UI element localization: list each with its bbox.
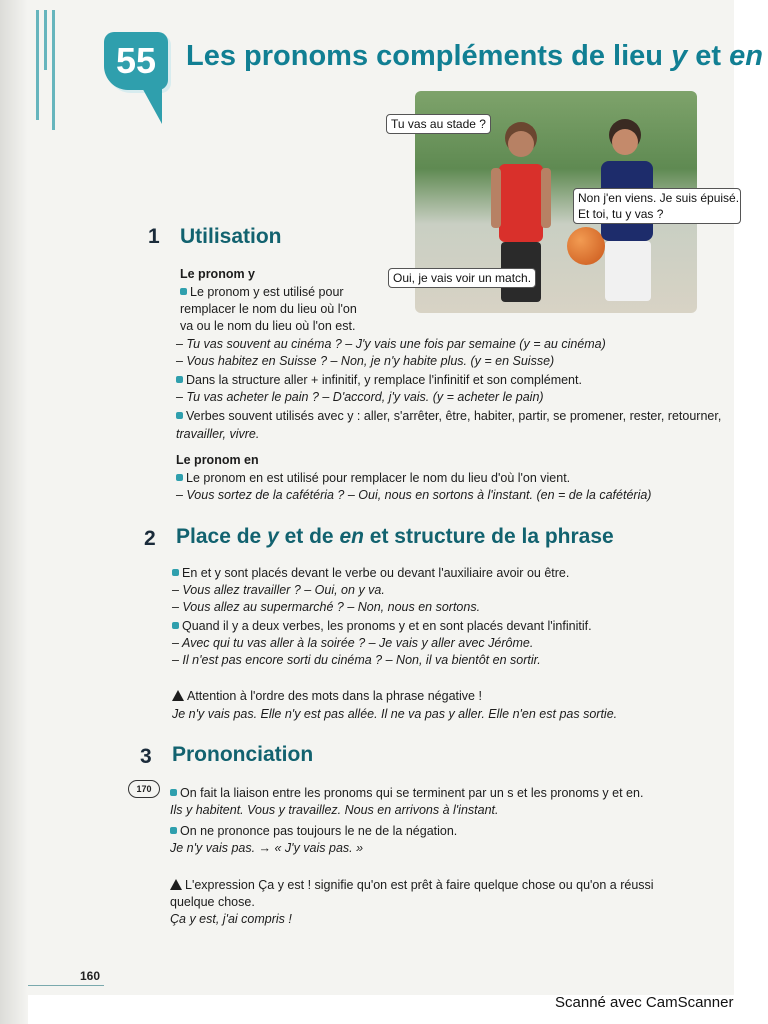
text-line: remplacer le nom du lieu où l'on bbox=[180, 302, 357, 316]
bullet-icon bbox=[170, 789, 177, 796]
expression-note: L'expression Ça y est ! signifie qu'on est prêt à faire quelque chose ou qu'on a réussi bbox=[170, 877, 654, 893]
bullet-icon bbox=[172, 569, 179, 576]
text-line: Verbes souvent utilisés avec y : aller, s'arrêter, être, habiter, partir, se promener, rester, retourner, bbox=[176, 408, 728, 424]
section-2-title: Place de y et de en et structure de la phrase bbox=[176, 525, 614, 548]
example-line: Je n'y vais pas. → « J'y vais pas. » bbox=[170, 841, 364, 855]
example-line: – Vous allez travailler ? – Oui, on y va. bbox=[172, 583, 385, 597]
unit-number: 55 bbox=[115, 40, 157, 81]
decorative-stripes bbox=[32, 10, 72, 130]
bullet-icon bbox=[172, 622, 179, 629]
text-line: On fait la liaison entre les pronoms qui se terminent par un s et les pronoms y et en. bbox=[170, 785, 643, 801]
text-line: Quand il y a deux verbes, les pronoms y et en sont placés devant l'infinitif. bbox=[172, 618, 592, 634]
warning-icon bbox=[172, 690, 184, 701]
section-1-title: Utilisation bbox=[180, 225, 282, 248]
section-2-number: 2 bbox=[144, 527, 156, 550]
example-line: – Tu vas acheter le pain ? – D'accord, j'y vais. (y = acheter le pain) bbox=[176, 390, 544, 404]
badge-tail bbox=[140, 84, 162, 124]
text-line: Le pronom en est utilisé pour remplacer le nom du lieu d'où l'on vient. bbox=[176, 470, 570, 486]
text-line: En et y sont placés devant le verbe ou devant l'auxiliaire avoir ou être. bbox=[172, 565, 569, 581]
text-line: On ne prononce pas toujours le ne de la négation. bbox=[170, 823, 457, 839]
bullet-icon bbox=[176, 474, 183, 481]
expression-note-cont: quelque chose. bbox=[170, 895, 255, 909]
bullet-icon bbox=[180, 288, 187, 295]
section-3-number: 3 bbox=[140, 745, 152, 768]
example-line: – Tu vas souvent au cinéma ? – J'y vais une fois par semaine (y = au cinéma) bbox=[176, 337, 606, 351]
bullet-icon bbox=[176, 412, 183, 419]
example-line: Ils y habitent. Vous y travaillez. Nous en arrivons à l'instant. bbox=[170, 803, 499, 817]
warning-icon bbox=[170, 879, 182, 890]
page-binding-shadow bbox=[0, 0, 28, 1024]
example-line: – Avec qui tu vas aller à la soirée ? – Je vais y aller avec Jérôme. bbox=[172, 636, 534, 650]
section-3-title: Prononciation bbox=[172, 743, 314, 766]
bullet-icon bbox=[170, 827, 177, 834]
bullet-icon bbox=[176, 376, 183, 383]
subheading-pronom-y: Le pronom y bbox=[180, 267, 256, 281]
text-line: Le pronom y est utilisé pour bbox=[180, 284, 344, 300]
speech-bubble-top: Tu vas au stade ? bbox=[386, 114, 491, 134]
text-line: Dans la structure aller + infinitif, y remplace l'infinitif et son complément. bbox=[176, 372, 582, 388]
speech-bubble-right: Non j'en viens. Je suis épuisé. Et toi, tu y vas ? bbox=[573, 188, 741, 224]
page-number-rule bbox=[28, 985, 104, 986]
text-line: va ou le nom du lieu où l'on est. bbox=[180, 319, 356, 333]
example-line: – Il n'est pas encore sorti du cinéma ? – Non, il va bientôt en sortir. bbox=[172, 653, 541, 667]
example-line: – Vous allez au supermarché ? – Non, nous en sortons. bbox=[172, 600, 481, 614]
subheading-pronom-en: Le pronom en bbox=[176, 453, 259, 467]
expression-example: Ça y est, j'ai compris ! bbox=[170, 912, 292, 926]
section-1-number: 1 bbox=[148, 225, 160, 248]
example-line: – Vous habitez en Suisse ? – Non, je n'y habite plus. (y = en Suisse) bbox=[176, 354, 555, 368]
page-number: 160 bbox=[80, 969, 101, 983]
unit-badge bbox=[104, 32, 168, 90]
attention-note: Attention à l'ordre des mots dans la phrase négative ! bbox=[172, 688, 482, 704]
speech-bubble-left: Oui, je vais voir un match. bbox=[388, 268, 536, 288]
example-line: – Vous sortez de la cafétéria ? – Oui, nous en sortons à l'instant. (en = de la cafétéria) bbox=[176, 488, 652, 502]
scanner-watermark: Scanné avec CamScanner bbox=[555, 994, 734, 1011]
attention-example: Je n'y vais pas. Elle n'y est pas allée. Il ne va pas y aller. Elle n'en est pas sortie. bbox=[172, 707, 618, 721]
audio-track-icon: 170 bbox=[128, 780, 160, 798]
page-title: Les pronoms compléments de lieu y et en bbox=[186, 40, 763, 72]
text-line: travailler, vivre. bbox=[176, 427, 260, 441]
